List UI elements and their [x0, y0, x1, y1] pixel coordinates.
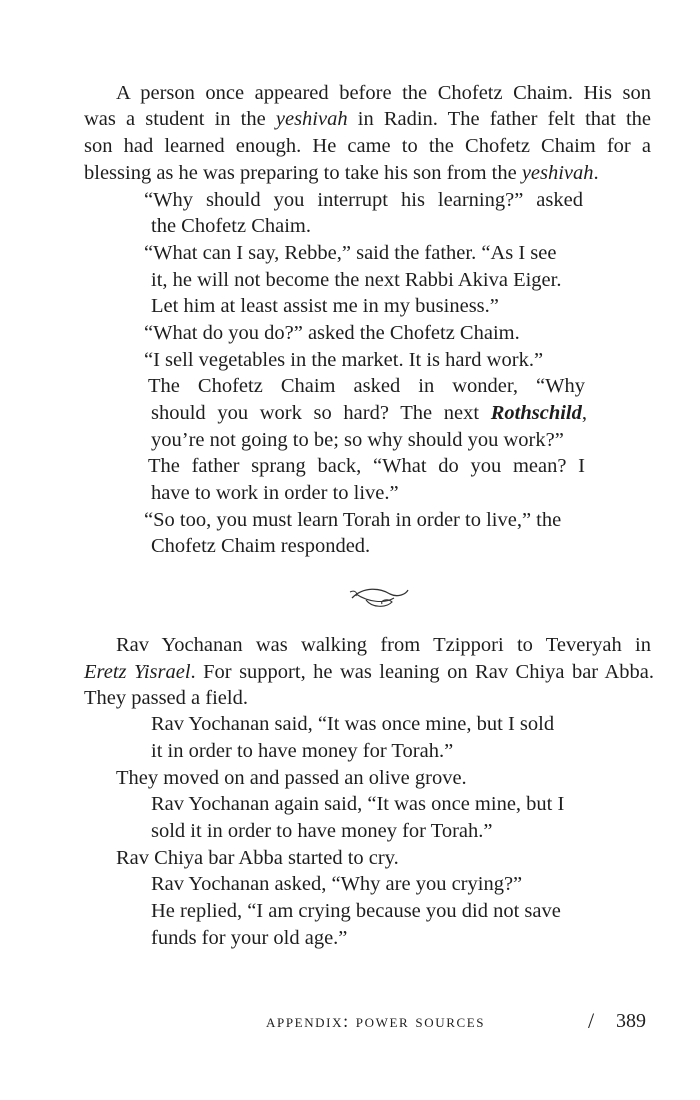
- dialogue-line: should you work so hard? The next Rothschild,: [151, 402, 587, 424]
- story1-line-3: son had learned enough. He came to the Chofetz Chaim for a: [84, 135, 651, 157]
- story2-line-3: They passed a field.: [84, 687, 248, 709]
- dialogue-line: The Chofetz Chaim asked in wonder, “Why: [148, 375, 585, 397]
- ornamental-flourish-icon: [346, 582, 414, 612]
- story1-line-4: blessing as he was preparing to take his son from the yeshivah.: [84, 162, 599, 184]
- dialogue-line: Rav Yochanan asked, “Why are you crying?”: [151, 873, 523, 895]
- rothschild-emphasis: Rothschild: [490, 402, 582, 424]
- dialogue-line: sold it in order to have money for Torah.”: [151, 820, 493, 842]
- story1-line-2: was a student in the yeshivah in Radin. The father felt that the: [84, 108, 651, 130]
- dialogue-line: Rav Yochanan again said, “It was once mine, but I: [151, 793, 565, 815]
- story1-line-1: A person once appeared before the Chofetz Chaim. His son: [116, 82, 651, 104]
- story2-line-2: Eretz Yisrael. For support, he was leaning on Rav Chiya bar Abba.: [84, 661, 654, 683]
- dialogue-line: it in order to have money for Torah.”: [151, 740, 454, 762]
- dialogue-line: “What can I say, Rebbe,” said the father. “As I see: [144, 242, 557, 264]
- dialogue-line: Rav Yochanan said, “It was once mine, but I sold: [151, 713, 555, 735]
- footer-separator: /: [588, 1008, 595, 1033]
- narration-line: Rav Chiya bar Abba started to cry.: [116, 847, 399, 869]
- dialogue-line: “So too, you must learn Torah in order to live,” the: [144, 509, 562, 531]
- dialogue-line: He replied, “I am crying because you did not save: [151, 900, 561, 922]
- narration-line: They moved on and passed an olive grove.: [116, 767, 467, 789]
- dialogue-line: Chofetz Chaim responded.: [151, 535, 371, 557]
- running-head: appendix: power sources: [266, 1011, 486, 1031]
- dialogue-line: “I sell vegetables in the market. It is hard work.”: [144, 349, 544, 371]
- story2-line-1: Rav Yochanan was walking from Tzippori to Teveryah in: [116, 634, 651, 656]
- page-number: 389: [616, 1010, 646, 1032]
- dialogue-line: “Why should you interrupt his learning?” asked: [144, 189, 583, 211]
- dialogue-line: you’re not going to be; so why should you work?”: [151, 429, 564, 451]
- dialogue-line: “What do you do?” asked the Chofetz Chaim.: [144, 322, 520, 344]
- dialogue-line: Let him at least assist me in my business.”: [151, 295, 499, 317]
- dialogue-line: have to work in order to live.”: [151, 482, 399, 504]
- dialogue-line: it, he will not become the next Rabbi Akiva Eiger.: [151, 269, 562, 291]
- dialogue-line: The father sprang back, “What do you mean? I: [148, 455, 585, 477]
- dialogue-line: the Chofetz Chaim.: [151, 215, 311, 237]
- dialogue-line: funds for your old age.”: [151, 927, 348, 949]
